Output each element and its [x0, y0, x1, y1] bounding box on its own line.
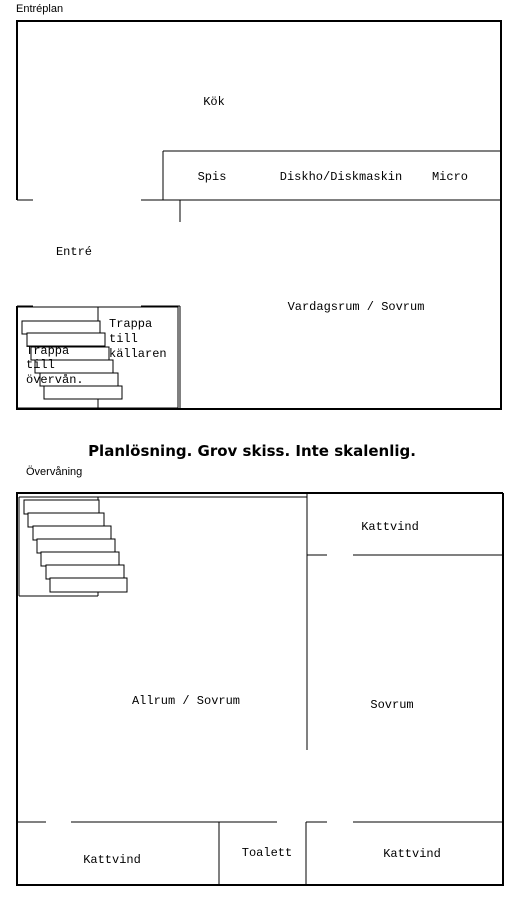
room-label-living: Vardagsrum / Sovrum	[287, 300, 425, 314]
stairs-down-label-2: till	[109, 332, 138, 346]
stair-step	[22, 321, 100, 334]
room-label-sink: Diskho/Diskmaskin	[279, 170, 403, 184]
room-label-entrance: Entré	[55, 245, 93, 259]
room-label-kitchen: Kök	[203, 95, 225, 109]
room-label-micro: Micro	[431, 170, 469, 184]
stairs-down-label-1: Trappa	[109, 317, 153, 331]
room-label-toilet: Toalett	[241, 846, 293, 860]
entry-floor-heading: Entréplan	[16, 3, 64, 15]
stair-step	[24, 500, 99, 514]
stair-step	[46, 565, 124, 579]
room-label-attic-right: Kattvind	[383, 847, 441, 861]
stair-step	[28, 513, 104, 527]
stair-step	[44, 386, 122, 399]
room-label-attic-top: Kattvind	[361, 520, 419, 534]
staircase	[24, 500, 127, 592]
room-label-stove: Spis	[197, 170, 227, 184]
upper-floor-heading: Övervåning	[26, 466, 83, 478]
stair-step	[37, 539, 115, 553]
stair-step	[33, 526, 111, 540]
upper-floor-plan	[16, 493, 503, 886]
stairs-down-label-3: källaren	[109, 347, 167, 361]
plan-caption: Planlösning. Grov skiss. Inte skalenlig.	[88, 442, 416, 460]
stairs-up-label-1: Trappa	[26, 344, 70, 358]
entry-floor-plan	[16, 21, 502, 410]
room-label-bedroom: Sovrum	[370, 698, 414, 712]
stairs-up-label-3: övervån.	[26, 373, 84, 387]
stairs-up-label-2: till	[26, 358, 55, 372]
room-label-attic-left: Kattvind	[83, 853, 141, 867]
stair-step	[41, 552, 119, 566]
room-label-family-room: Allrum / Sovrum	[131, 694, 241, 708]
stair-step	[50, 578, 127, 592]
